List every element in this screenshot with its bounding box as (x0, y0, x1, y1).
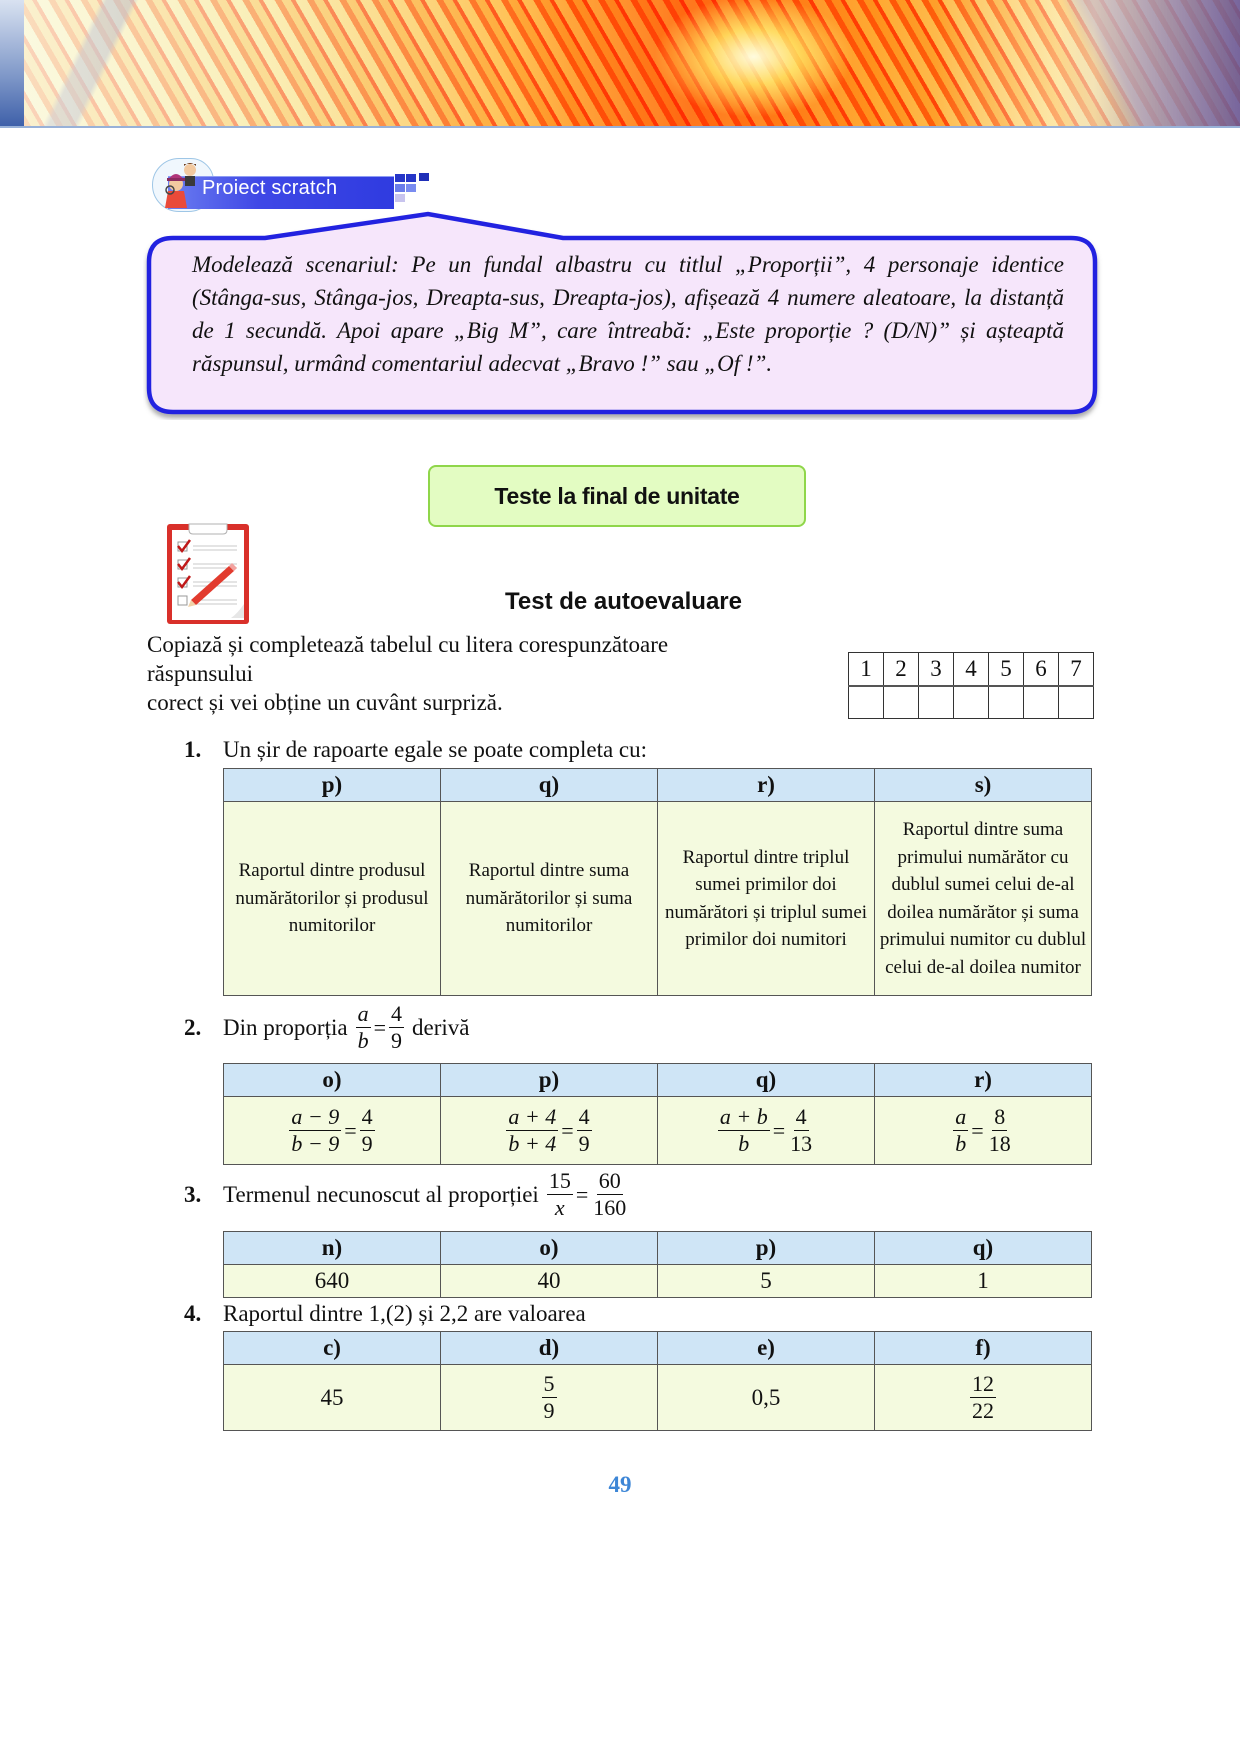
answer-cell[interactable] (989, 686, 1024, 719)
answer-col-header: 5 (989, 653, 1024, 686)
option-proportion: $\frac{a}{b}$ = $\frac{8}{18}$ (875, 1097, 1092, 1165)
option-letter: o) (224, 1064, 441, 1097)
option-proportion: $\frac{a + 4}{b + 4}$ = $\frac{4}{9}$ (441, 1097, 658, 1165)
option-letter: c) (224, 1332, 441, 1365)
question-text: Din proporția (223, 1014, 348, 1040)
fraction-numerator: 4 (578, 1104, 590, 1129)
fraction-denominator: x (554, 1195, 565, 1220)
question-number: 4. (184, 1301, 202, 1326)
fraction-numerator: a (357, 1001, 369, 1026)
option-letter: q) (875, 1232, 1092, 1265)
option-text: Raportul dintre suma primului numărător cu dublul sumei celui de-al doilea numărător și suma primului numitor cu dublul celui de-al doilea numitor (875, 802, 1092, 996)
answer-cell[interactable] (919, 686, 954, 719)
option-letter: r) (658, 769, 875, 802)
fraction-denominator: 9 (361, 1131, 373, 1156)
option-letter: p) (224, 769, 441, 802)
answer-col-header: 6 (1024, 653, 1059, 686)
question-number: 1. (184, 737, 202, 762)
answer-col-header: 3 (919, 653, 954, 686)
option-text: Raportul dintre triplul sumei primilor doi numărători și triplul sumei primilor doi numitori (658, 802, 875, 996)
question-2 (184, 1001, 469, 1054)
question-text: Raportul dintre 1,(2) și 2,2 are valoarea (223, 1301, 586, 1326)
instruction-line: corect și vei obține un cuvânt surpriză. (147, 690, 503, 715)
answer-col-header: 1 (849, 653, 884, 686)
fraction-denominator: b − 9 (291, 1131, 340, 1156)
option-value: 640 (224, 1265, 441, 1298)
test-title: Test de autoevaluare (505, 588, 742, 615)
option-letter: f) (875, 1332, 1092, 1365)
question-1 (184, 735, 647, 765)
option-fraction (875, 1365, 1092, 1431)
question-text: Un șir de rapoarte egale se poate completa cu: (223, 737, 648, 762)
fraction-denominator: b (955, 1131, 967, 1156)
option-value: 5 (658, 1265, 875, 1298)
project-scratch-badge (152, 152, 432, 212)
fraction-numerator: 5 (543, 1371, 555, 1396)
option-fraction (441, 1365, 658, 1431)
fraction-denominator: 9 (578, 1131, 590, 1156)
fraction-numerator: 4 (390, 1001, 402, 1026)
option-letter: e) (658, 1332, 875, 1365)
question-3-options (223, 1231, 1092, 1298)
question-text: Termenul necunoscut al proporției (223, 1181, 539, 1207)
fraction-denominator: 13 (790, 1131, 813, 1156)
badge-label: Proiect scratch (202, 177, 338, 199)
answer-col-header: 2 (884, 653, 919, 686)
fraction-numerator: a (955, 1104, 967, 1129)
answer-cell[interactable] (1059, 686, 1094, 719)
option-value: 1 (875, 1265, 1092, 1298)
answer-grid (848, 652, 1094, 719)
fraction-numerator: 4 (361, 1104, 373, 1129)
instruction-line: răspunsului (147, 661, 254, 686)
fraction-denominator: 160 (593, 1195, 627, 1220)
given-proportion: $\frac{a}{b}$ = $\frac{4}{9}$ (357, 1001, 402, 1053)
fraction-numerator: a − 9 (291, 1104, 340, 1129)
question-2-options (223, 1063, 1092, 1165)
option-value: 0,5 (658, 1365, 875, 1431)
banner-side-strip (0, 0, 24, 128)
fraction-denominator: 22 (972, 1398, 994, 1423)
option-letter: s) (875, 769, 1092, 802)
answer-cell[interactable] (884, 686, 919, 719)
fraction-numerator: 60 (598, 1168, 621, 1193)
answer-cell[interactable] (1024, 686, 1059, 719)
section-badge (428, 465, 806, 527)
scenario-text: Modelează scenariul: Pe un fundal albastru cu titlul „Proporții”, 4 personaje identice (Stânga-sus, Stânga-jos, Dreapta-sus, Dreapta-jos), afișează 4 numere aleatoare, la distanță de 1 secundă. Apoi apare „Big M”, care întreabă: „Este proporție ? (D/N)” și așteaptă răspunsul, urmând comentariul adecvat „Bravo !” sau „Of !”. (192, 252, 1064, 376)
answer-col-header: 7 (1059, 653, 1094, 686)
fraction-numerator: a + b (719, 1104, 768, 1129)
option-letter: r) (875, 1064, 1092, 1097)
answer-col-header: 4 (954, 653, 989, 686)
clipboard-checklist-icon (165, 522, 251, 626)
fraction-numerator: 4 (795, 1104, 807, 1129)
option-letter: n) (224, 1232, 441, 1265)
fraction-denominator: 9 (390, 1028, 402, 1053)
fraction-denominator: 18 (988, 1131, 1011, 1156)
option-text: Raportul dintre produsul numărătorilor și produsul numitorilor (224, 802, 441, 996)
characters-icon (160, 160, 204, 210)
test-instructions (147, 630, 767, 717)
fraction-denominator: 9 (543, 1398, 555, 1423)
option-letter: d) (441, 1332, 658, 1365)
decorative-squares (395, 174, 435, 210)
fraction-denominator: b + 4 (508, 1131, 557, 1156)
question-4-options (223, 1331, 1092, 1431)
option-letter: p) (441, 1064, 658, 1097)
option-letter: p) (658, 1232, 875, 1265)
option-value: 40 (441, 1265, 658, 1298)
fraction-denominator: b (357, 1028, 369, 1053)
banner-accent-line (0, 126, 1240, 128)
option-letter: q) (658, 1064, 875, 1097)
answer-cell[interactable] (849, 686, 884, 719)
option-proportion: $\frac{a + b}{b}$ = $\frac{4}{13}$ (658, 1097, 875, 1165)
option-text: Raportul dintre suma numărătorilor și suma numitorilor (441, 802, 658, 996)
question-3 (184, 1168, 628, 1221)
option-letter: o) (441, 1232, 658, 1265)
fraction-numerator: 15 (548, 1168, 571, 1193)
question-4 (184, 1299, 586, 1329)
option-letter: q) (441, 769, 658, 802)
header-banner (0, 0, 1240, 128)
given-proportion: $\frac{15}{x}$ = $\frac{60}{160}$ (548, 1168, 627, 1220)
option-value: 45 (224, 1365, 441, 1431)
fraction-numerator: a + 4 (508, 1104, 557, 1129)
page-number: 49 (608, 1472, 632, 1497)
fraction-denominator: b (738, 1131, 750, 1156)
question-number: 2. (184, 1014, 202, 1040)
section-badge-label: Teste la final de unitate (494, 482, 740, 509)
option-proportion: $\frac{a - 9}{b - 9}$ = $\frac{4}{9}$ (224, 1097, 441, 1165)
fraction-numerator: 12 (972, 1371, 994, 1396)
question-text-suffix: derivă (411, 1014, 470, 1040)
instruction-line: Copiază și completează tabelul cu litera corespunzătoare (147, 632, 669, 657)
answer-cell[interactable] (954, 686, 989, 719)
banner-image (24, 0, 1240, 126)
question-1-options (223, 768, 1092, 996)
question-number: 3. (184, 1181, 202, 1207)
fraction-numerator: 8 (994, 1104, 1006, 1129)
